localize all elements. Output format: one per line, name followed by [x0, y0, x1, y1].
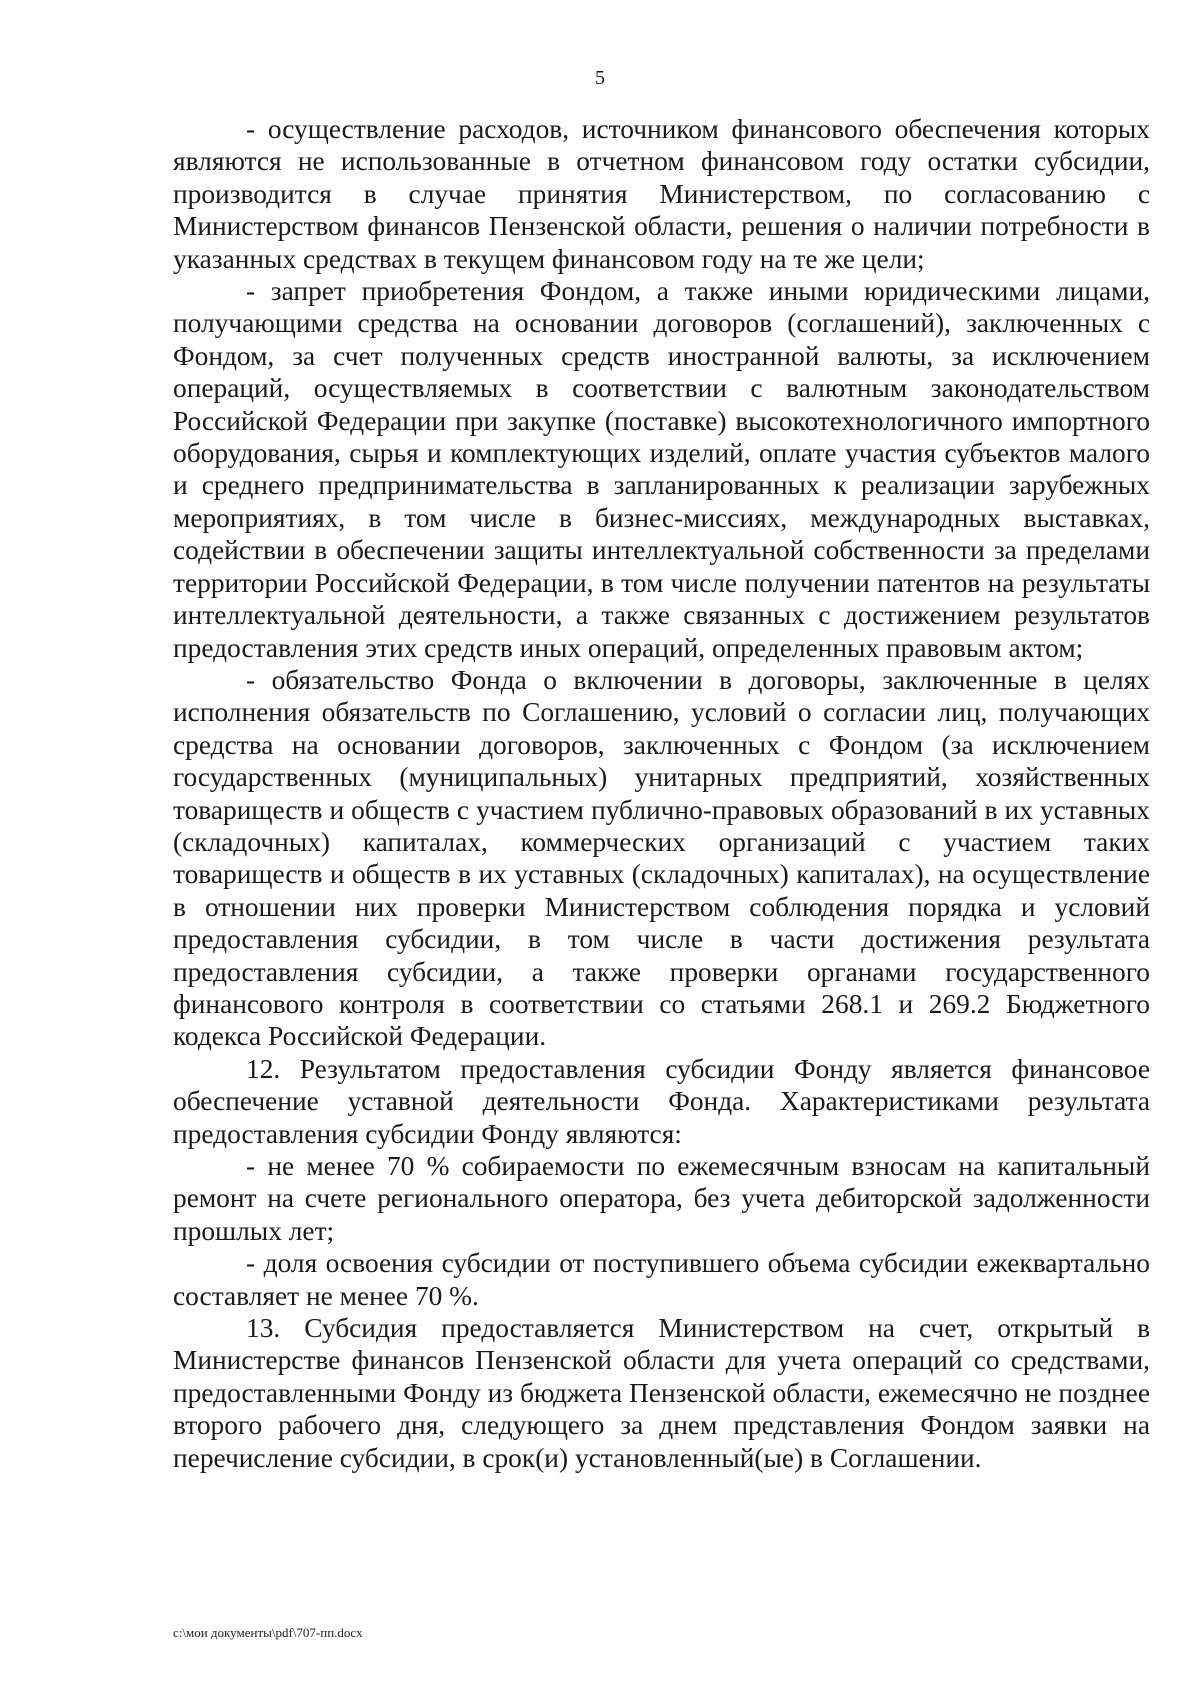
footer-file-path: c:\мои документы\pdf\707-пп.docx	[173, 1625, 363, 1640]
paragraph-clause-12: 12. Результатом предоставления субсидии Фонду является финансовое обеспечение уставной деятельности Фонда. Характеристиками результата предоставления субсидии Фонду являются:	[173, 1053, 1150, 1149]
document-body	[173, 113, 1150, 1474]
paragraph-inspection-consent: - обязательство Фонда о включении в договоры, заключенные в целях исполнения обязательств по Соглашению, условий о согласии лиц, получающих средства на основании договоров, заключенных с Фондом (за исключением государственных (муниципальных) унитарных предприятий, хозяйственных товариществ и обществ с участием публично-правовых образований в их уставных (складочных) капиталах, коммерческих организаций с участием таких товариществ и обществ в их уставных (складочных) капиталах), на осуществление в отношении них проверки Министерством соблюдения порядка и условий предоставления субсидии, в том числе в части достижения результата предоставления субсидии, а также проверки органами государственного финансового контроля в соответствии со статьями 268.1 и 269.2 Бюджетного кодекса Российской Федерации.	[173, 664, 1150, 1052]
paragraph-collection-rate: - не менее 70 % собираемости по ежемесячным взносам на капитальный ремонт на счете регионального оператора, без учета дебиторской задолженности прошлых лет;	[173, 1151, 1150, 1246]
paragraph-foreign-currency-ban: - запрет приобретения Фондом, а также иными юридическими лицами, получающими средства на основании договоров (соглашений), заключенных с Фондом, за счет полученных средств иностранной валюты, за исключением операций, осуществляемых в соответствии с валютным законодательством Российской Федерации при закупке (поставке) высокотехнологичного импортного оборудования, сырья и комплектующих изделий, оплате участия субъектов малого и среднего предпринимательства в запланированных к реализации зарубежных мероприятиях, в том числе в бизнес-миссиях, международных выставках, содействии в обеспечении защиты интеллектуальной собственности за пределами территории Российской Федерации, в том числе получении патентов на результаты интеллектуальной деятельности, а также связанных с достижением результатов предоставления этих средств иных операций, определенных правовым актом;	[173, 276, 1150, 663]
page-number: 5	[595, 67, 605, 89]
paragraph-clause-13: 13. Субсидия предоставляется Министерством на счет, открытый в Министерстве финансов Пензенской области для учета операций со средствами, предоставленными Фонду из бюджета Пензенской области, ежемесячно не позднее второго рабочего дня, следующего за днем представления Фондом заявки на перечисление субсидии, в срок(и) установленный(ые) в Соглашении.	[173, 1313, 1150, 1473]
paragraph-quarterly-share: - доля освоения субсидии от поступившего объема субсидии ежеквартально составляет не менее 70 %.	[173, 1248, 1150, 1311]
paragraph-unused-balances: - осуществление расходов, источником финансового обеспечения которых являются не использованные в отчетном финансовом году остатки субсидии, производится в случае принятия Министерством, по согласованию с Министерством финансов Пензенской области, решения о наличии потребности в указанных средствах в текущем финансовом году на те же цели;	[173, 114, 1150, 274]
